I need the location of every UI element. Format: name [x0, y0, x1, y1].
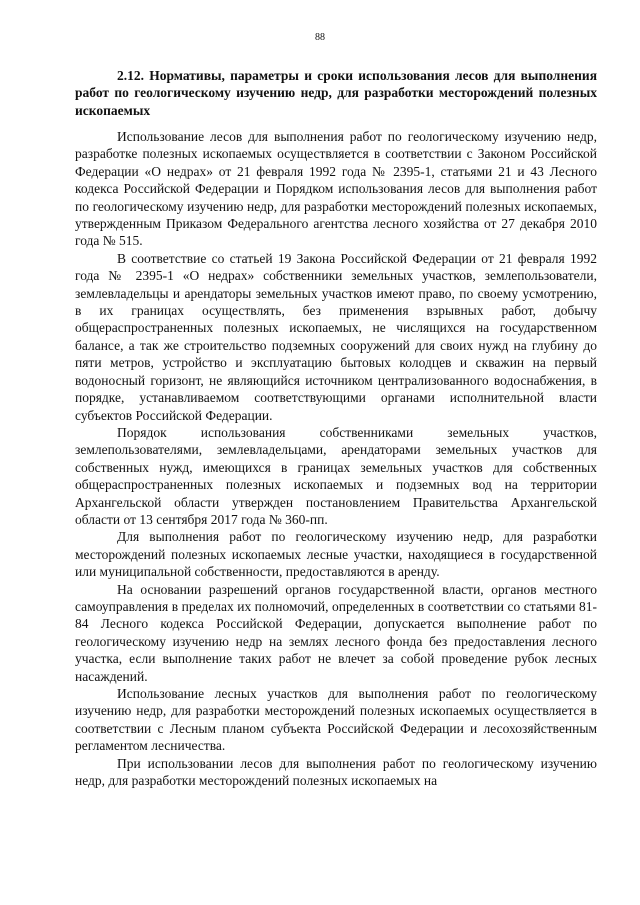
paragraph-continuation: При использовании лесов для выполнения работ по геологическому изучению недр, для разработки месторождений полезных ископаемых на	[75, 755, 597, 789]
paragraph-permits: На основании разрешений органов государственной власти, органов местного самоуправления в пределах их полномочий, определенных в соответствии со статьями 81-84 Лесного кодекса Российской Федерации, допускается выполнение работ по геологическому изучению недр на землях лесного фонда без предоставления лесного участка, если выполнение таких работ не влечет за собой проведение рубок лесных насаждений.	[75, 581, 597, 684]
paragraph-regional-procedure: Порядок использования собственниками земельных участков, землепользователями, землевладельцами, арендаторами земельных участков для собственных нужд, имеющихся в границах земельных участков для собственных общераспространенных полезных ископаемых и подземных вод на территории Архангельской области утвержден постановлением Правительства Архангельской области от 13 сентября 2017 года № 360-пп.	[75, 424, 597, 527]
paragraph-land-owner-rights: В соответствие со статьей 19 Закона Российской Федерации от 21 февраля 1992 года № 2395-1 «О недрах» собственники земельных участков, землепользователи, землевладельцы и арендаторы земельных участков имеют право, по своему усмотрению, в их границах осуществлять, без применения взрывных работ, добычу общераспространенных полезных ископаемых, не числящихся на государственном балансе, а так же строительство подземных сооружений для своих нужд на глубину до пяти метров, устройство и эксплуатацию бытовых колодцев и скважин на первый водоносный горизонт, не являющийся источником централизованного водоснабжения, в порядке, устанавливаемом соответствующими органами исполнительной власти субъектов Российской Федерации.	[75, 250, 597, 423]
page-number: 88	[315, 32, 325, 43]
paragraph-legal-basis: Использование лесов для выполнения работ по геологическому изучению недр, разработке полезных ископаемых осуществляется в соответствии с Законом Российской Федерации «О недрах» от 21 февраля 1992 года № 2395-1, статьями 21 и 43 Лесного кодекса Российской Федерации и Порядком использования лесов для выполнения работ по геологическому изучению недр, для разработки месторождений полезных ископаемых, утвержденным Приказом Федерального агентства лесного хозяйства от 27 декабря 2010 года № 515.	[75, 129, 597, 249]
section-heading: 2.12. Нормативы, параметры и сроки использования лесов для выполнения работ по геологическому изучению недр, для разработки месторождений полезных ископаемых	[75, 68, 597, 118]
document-body	[75, 128, 597, 789]
paragraph-forest-plan: Использование лесных участков для выполнения работ по геологическому изучению недр, для разработки месторождений полезных ископаемых осуществляется в соответствии с Лесным планом субъекта Российской Федерации и лесохозяйственным регламентом лесничества.	[75, 686, 597, 754]
paragraph-lease: Для выполнения работ по геологическому изучению недр, для разработки месторождений полезных ископаемых лесные участки, находящиеся в государственной или муниципальной собственности, предоставляются в аренду.	[75, 529, 597, 580]
